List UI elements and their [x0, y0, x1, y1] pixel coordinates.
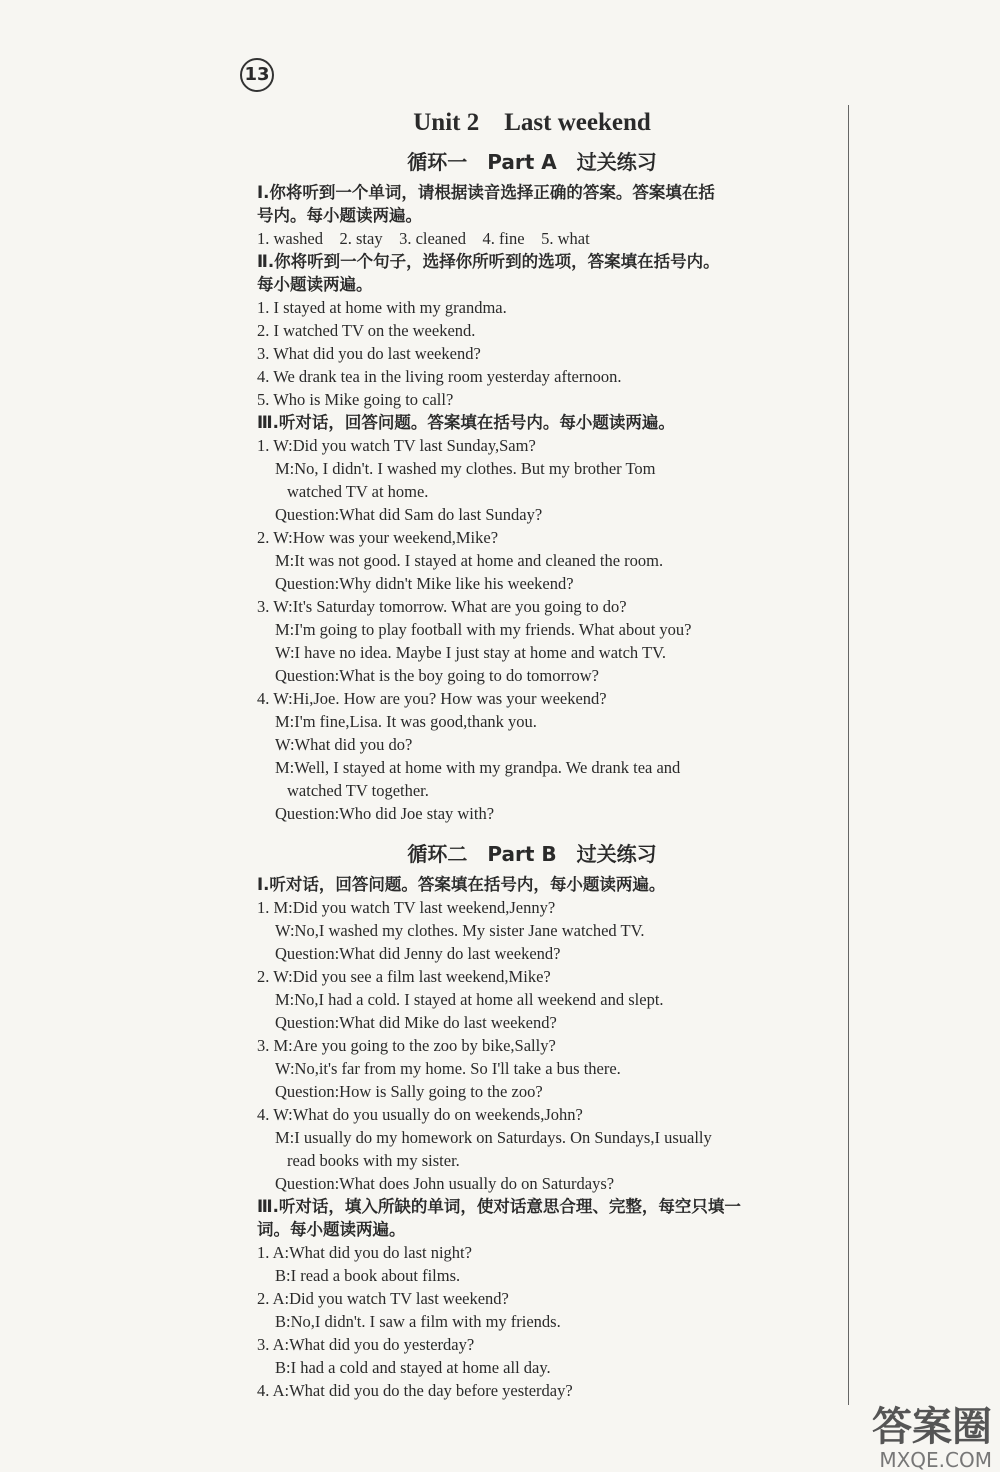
text-line: 2. I watched TV on the weekend. [257, 321, 476, 340]
text-line: M:I'm going to play football with my friends. What about you? [275, 620, 692, 639]
text-line: M:I usually do my homework on Saturdays. On Sundays,I usually [275, 1128, 712, 1147]
text-line: 4. W:Hi,Joe. How are you? How was your weekend? [257, 689, 607, 708]
text-line: B:I had a cold and stayed at home all day. [275, 1358, 551, 1377]
section-instruction: Ⅲ.听对话，回答问题。答案填在括号内。每小题读两遍。 [257, 413, 675, 432]
text-line: Question:Why didn't Mike like his weekend? [275, 574, 574, 593]
watermark-logo: 答案圈 [872, 1404, 992, 1450]
text-line: 5. Who is Mike going to call? [257, 390, 454, 409]
text-line: M:I'm fine,Lisa. It was good,thank you. [275, 712, 537, 731]
text-line: watched TV at home. [287, 482, 429, 501]
text-line: 4. A:What did you do the day before yesterday? [257, 1381, 573, 1400]
page-number: 13 [240, 58, 274, 92]
text-line: B:I read a book about films. [275, 1266, 461, 1285]
cycle2-content [257, 873, 847, 1402]
text-line: B:No,I didn't. I saw a film with my friends. [275, 1312, 561, 1331]
text-line: W:What did you do? [275, 735, 413, 754]
text-line: Question:What did Sam do last Sunday? [275, 505, 543, 524]
text-line: W:No,I washed my clothes. My sister Jane watched TV. [275, 921, 645, 940]
text-line: W:No,it's far from my home. So I'll take a bus there. [275, 1059, 621, 1078]
section-instruction: Ⅰ.听对话，回答问题。答案填在括号内，每小题读两遍。 [257, 875, 666, 894]
text-line: 3. W:It's Saturday tomorrow. What are you going to do? [257, 597, 627, 616]
text-line: 2. A:Did you watch TV last weekend? [257, 1289, 509, 1308]
text-line: 3. M:Are you going to the zoo by bike,Sally? [257, 1036, 556, 1055]
text-line: 1. A:What did you do last night? [257, 1243, 472, 1262]
text-line: 1. I stayed at home with my grandma. [257, 298, 507, 317]
text-line: M:No, I didn't. I washed my clothes. But my brother Tom [275, 459, 656, 478]
text-line: Question:Who did Joe stay with? [275, 804, 495, 823]
text-line: W:I have no idea. Maybe I just stay at home and watch TV. [275, 643, 667, 662]
section-instruction: Ⅱ.你将听到一个句子，选择你所听到的选项，答案填在括号内。 [257, 252, 720, 271]
text-line: 2. W:How was your weekend,Mike? [257, 528, 499, 547]
text-line: 3. What did you do last weekend? [257, 344, 481, 363]
text-line: Question:What did Mike do last weekend? [275, 1013, 557, 1032]
text-line: 4. W:What do you usually do on weekends,John? [257, 1105, 583, 1124]
text-line: M:Well, I stayed at home with my grandpa. We drank tea and [275, 758, 681, 777]
watermark-url: MXQE.COM [879, 1448, 992, 1472]
unit-title: Unit 2 Last weekend [413, 109, 651, 136]
text-line: 3. A:What did you do yesterday? [257, 1335, 475, 1354]
text-line: 1. W:Did you watch TV last Sunday,Sam? [257, 436, 536, 455]
text-line: Question:How is Sally going to the zoo? [275, 1082, 543, 1101]
cycle1-heading: 循环一 Part A 过关练习 [407, 150, 657, 174]
text-line: M:It was not good. I stayed at home and cleaned the room. [275, 551, 664, 570]
text-line: Question:What is the boy going to do tomorrow? [275, 666, 599, 685]
section-instruction: Ⅰ.你将听到一个单词，请根据读音选择正确的答案。答案填在括 [257, 183, 715, 202]
text-line: 4. We drank tea in the living room yesterday afternoon. [257, 367, 622, 386]
site-watermark [830, 1405, 1000, 1471]
section-instruction: 号内。每小题读两遍。 [257, 206, 422, 225]
text-line: 1. washed 2. stay 3. cleaned 4. fine 5. what [257, 229, 590, 248]
cycle1-content [257, 181, 847, 825]
section-instruction: 每小题读两遍。 [257, 275, 373, 294]
text-line: 1. M:Did you watch TV last weekend,Jenny? [257, 898, 556, 917]
text-line: Question:What did Jenny do last weekend? [275, 944, 561, 963]
text-line: watched TV together. [287, 781, 429, 800]
text-line: read books with my sister. [287, 1151, 460, 1170]
cycle2-heading: 循环二 Part B 过关练习 [407, 842, 657, 866]
text-line: 2. W:Did you see a film last weekend,Mike? [257, 967, 551, 986]
section-instruction: 词。每小题读两遍。 [257, 1220, 406, 1239]
text-line: Question:What does John usually do on Saturdays? [275, 1174, 615, 1193]
section-instruction: Ⅲ.听对话，填入所缺的单词，使对话意思合理、完整，每空只填一 [257, 1197, 741, 1216]
margin-rule [848, 105, 849, 1405]
text-line: M:No,I had a cold. I stayed at home all weekend and slept. [275, 990, 664, 1009]
